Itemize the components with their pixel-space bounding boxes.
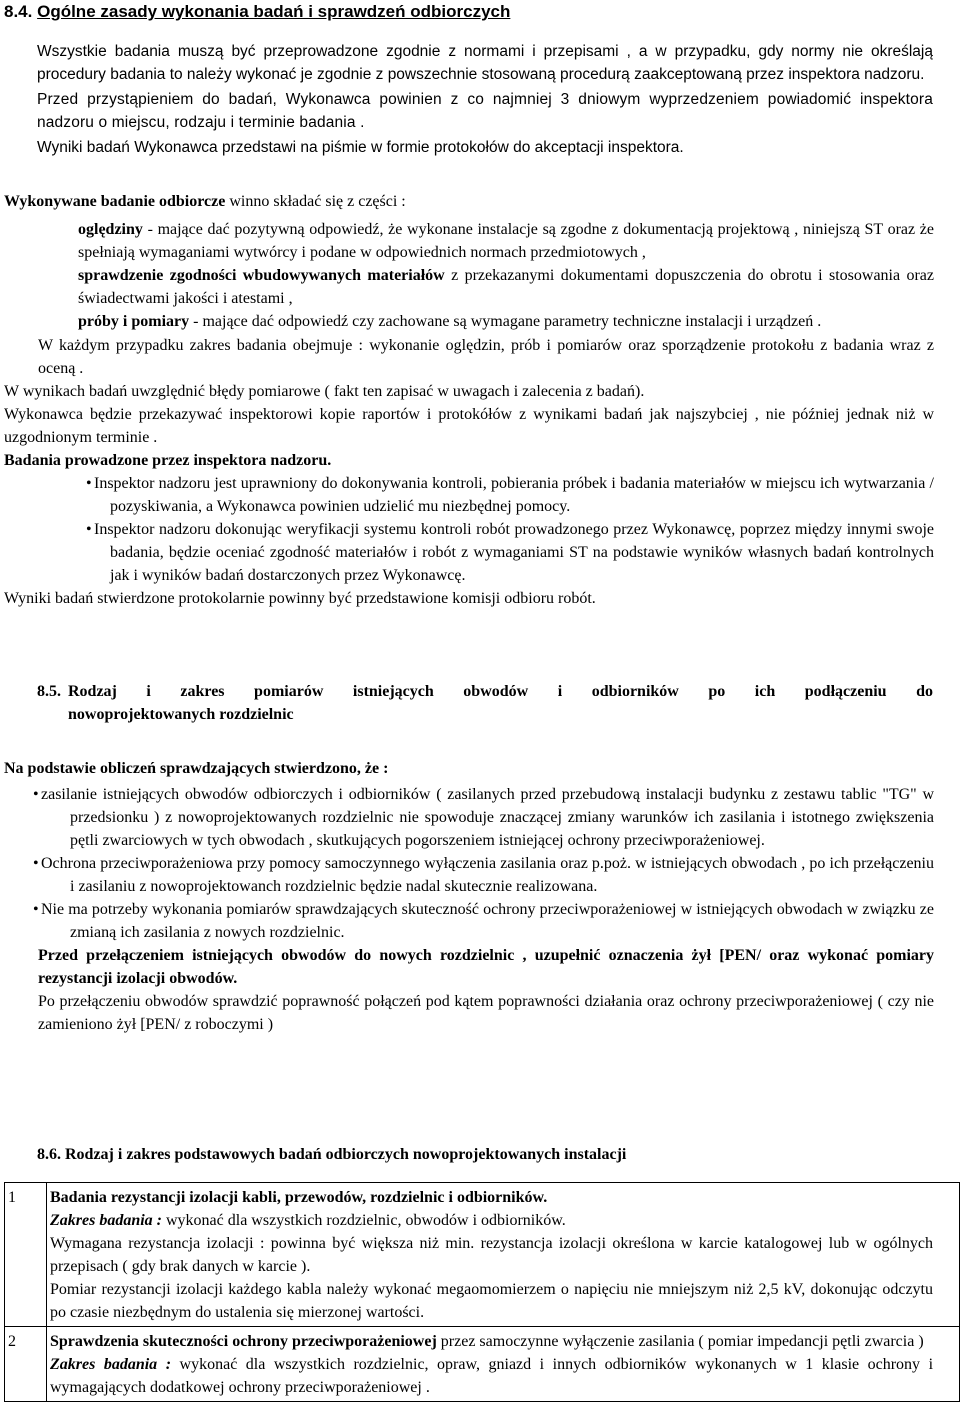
bullet-icon: • [33, 855, 39, 872]
zakres-text: wykonać dla wszystkich rozdzielnic, obwodów i odbiorników. [162, 1212, 566, 1229]
row-content [47, 1183, 960, 1327]
badania-table [4, 1182, 960, 1402]
section-8-5-body [4, 757, 934, 1036]
section-8-6-heading [37, 1143, 626, 1166]
row-extra-1: Wymagana rezystancja izolacji : powinna być większa niż min. rezystancja izolacji określona w karcie katalogowej lub w ogólnych przepisach ( gdy brak danych w karcie ). [50, 1235, 933, 1275]
intro-paragraph-2: Przed przystąpieniem do badań, Wykonawca powinien z co najmniej 3 dniowym wyprzedzeniem powiadomić inspektora nadzoru o miejscu, rodzaju i terminie badania . [37, 91, 933, 131]
wynikach-paragraph: W wynikach badań uwzględnić błędy pomiarowe ( fakt ten zapisać w uwagach i zalecenia z badań). [4, 383, 645, 400]
sprawdzenie-item [4, 264, 934, 310]
bullet-icon: • [33, 901, 39, 918]
row-heading-line [50, 1330, 933, 1353]
bullet-icon: • [33, 786, 39, 803]
proby-text: - mające dać odpowiedź czy zachowane są wymagane parametry techniczne instalacji i urządzeń . [189, 313, 822, 330]
section-8-5-title-line-1: Rodzaj i zakres pomiarów istniejących obwodów i odbiorników po ich podłączeniu do [68, 683, 933, 700]
table-row [5, 1327, 960, 1402]
inspektor-bullet-2-text: Inspektor nadzoru dokonując weryfikacji systemu kontroli robót prowadzonego przez Wykonawcę, poprzez między innymi swoje badania, będzie oceniać zgodność materiałów i robót z wymaganiami ST na podstawie wyników własnych badań kontrolnych jak i wyników badań dostarczonych przez Wykonawcę. [94, 521, 934, 584]
row-extra-2: Pomiar rezystancji izolacji każdego kabla należy wykonać megaomomierzem o napięciu nie mniejszym niż 2,5 kV, dokonując odczytu po czasie niezbędnym do ustalenia się mierzonej wartości. [50, 1281, 933, 1321]
zakres-label: Zakres badania : [50, 1212, 162, 1229]
row-number: 1 [5, 1183, 47, 1327]
s85-bullet-2 [4, 852, 934, 898]
section-8-6-number: 8.6. [37, 1146, 61, 1163]
section-8-5-heading [37, 680, 933, 726]
kazdy-paragraph: W każdym przypadku zakres badania obejmuje : wykonanie oględzin, prób i pomiarów oraz sporządzenie protokołu z badania wraz z oceną . [38, 337, 934, 377]
wyniki-paragraph: Wyniki badań stwierdzone protokolarnie powinny być przedstawione komisji odbioru robót. [4, 590, 596, 607]
wykonawca-paragraph: Wykonawca będzie przekazywać inspektorowi kopie raportów i protokółów z wynikami badań jak najszybciej , nie później jednak niż w uzgodnionym terminie . [4, 406, 934, 446]
proby-label: próby i pomiary [78, 313, 190, 330]
bullet-icon: • [86, 521, 92, 538]
section-number: 8.4. [4, 2, 33, 21]
wykonywane-lead-bold: Wykonywane badanie odbiorcze [4, 193, 226, 210]
proby-item [4, 310, 934, 334]
badania-inspektora-heading: Badania prowadzone przez inspektora nadzoru. [4, 452, 332, 469]
s85-bullet-3-text: Nie ma potrzeby wykonania pomiarów sprawdzających skuteczność ochrony przeciwporażeniowej w istniejących obwodach w związku ze zmianą ich zasilania z nowych rozdzielnic. [41, 901, 934, 941]
inspektor-bullet-2 [4, 518, 934, 587]
row-number: 2 [5, 1327, 47, 1402]
inspektor-bullet-1 [4, 472, 934, 518]
po-paragraph: Po przełączeniu obwodów sprawdzić poprawność połączeń pod kątem poprawności działania oraz ochrony przeciwporażeniowej ( czy nie zamieniono żył [PEN/ z roboczymi ) [38, 993, 934, 1033]
section-8-5-title-line-2: nowoprojektowanych rozdzielnic [68, 706, 294, 723]
s85-bullet-1-text: zasilanie istniejących obwodów odbiorczych i odbiorników ( zasilanych przed przebudową instalacji budynku z zestawu tablic "TG" w przedsionku ) z nowoprojektowanych rozdzielnic nie spowoduje znaczącej zmiany warunków ich zasilania i istotnego zwiększenia pętli zwarciowych w tych obwodach , skutkujących pogorszeniem istniejącej ochrony przeciwporażeniowej. [41, 786, 934, 849]
section-8-6-title: Rodzaj i zakres podstawowych badań odbiorczych nowoprojektowanych instalacji [65, 1146, 627, 1163]
row-heading: Badania rezystancji izolacji kabli, przewodów, rozdzielnic i odbiorników. [50, 1189, 548, 1206]
wykonywane-lead-rest: winno składać się z części : [225, 193, 406, 210]
sprawdzenie-text: z przekazanymi dokumentami dopuszczenia do obrotu i stosowania oraz świadectwami jakości i atestami , [78, 267, 935, 307]
intro-paragraph-3: Wyniki badań Wykonawca przedstawi na piśmie w formie protokołów do akceptacji inspektora. [37, 139, 684, 156]
row-heading-rest: przez samoczynne wyłączenie zasilania ( pomiar impedancji pętli zwarcia ) [436, 1333, 924, 1350]
table-row [5, 1183, 960, 1327]
row-zakres [50, 1353, 933, 1399]
inspektor-bullet-1-text: Inspektor nadzoru jest uprawniony do dokonywania kontroli, pobierania próbek i badania materiałów w miejscu ich wytwarzania / pozyskiwania, a Wykonawca powinien udzielić mu niezbędnej pomocy. [94, 475, 934, 515]
wykonywane-block [4, 190, 934, 610]
obliczenia-lead: Na podstawie obliczeń sprawdzających stwierdzono, że : [4, 760, 389, 777]
row-zakres [50, 1209, 933, 1232]
zakres-label: Zakres badania : [50, 1356, 172, 1373]
s85-bullet-2-text: Ochrona przeciwporażeniowa przy pomocy samoczynnego wyłączenia zasilania oraz p.poż. w istniejących obwodach , po ich przełączeniu i zasilaniu z nowoprojektowanch rozdzielnic będzie nadal skutecznie realizowana. [41, 855, 934, 895]
row-heading: Sprawdzenia skuteczności ochrony przeciwporażeniowej [50, 1333, 437, 1350]
section-8-5-number: 8.5. [37, 683, 61, 700]
intro-block [37, 40, 933, 161]
wykonywane-lead [4, 190, 934, 213]
zakres-text: wykonać dla wszystkich rozdzielnic, opraw, gniazd i innych odbiorników wykonanych w 1 klasie ochrony i wymagających dodatkowej ochrony przeciwporażeniowej . [50, 1356, 934, 1396]
section-8-4-heading [4, 0, 510, 23]
przed-paragraph: Przed przełączeniem istniejących obwodów do nowych rozdzielnic , uzupełnić oznaczenia żył [PEN/ oraz wykonać pomiary rezystancji izolacji obwodów. [38, 947, 934, 987]
sprawdzenie-label: sprawdzenie zgodności wbudowywanych materiałów [78, 267, 445, 284]
section-title: Ogólne zasady wykonania badań i sprawdzeń odbiorczych [37, 2, 511, 21]
ogledziny-text: - mające dać pozytywną odpowiedź, że wykonane instalacje są zgodne z dokumentacją projektową , niniejszą ST oraz że spełniają wymaganiami wytwórcy i podane w odpowiednich normach przedmiotowych , [78, 221, 934, 261]
ogledziny-item [4, 218, 934, 264]
s85-bullet-1 [4, 783, 934, 852]
bullet-icon: • [86, 475, 92, 492]
intro-paragraph-1: Wszystkie badania muszą być przeprowadzone zgodnie z normami i przepisami , a w przypadku, gdy normy nie określają procedury badania to należy wykonać je zgodnie z powszechnie stosowaną procedurą zaakceptowaną przez inspektora nadzoru. [37, 43, 933, 83]
row-content [47, 1327, 960, 1402]
s85-bullet-3 [4, 898, 934, 944]
ogledziny-label: oględziny [78, 221, 143, 238]
